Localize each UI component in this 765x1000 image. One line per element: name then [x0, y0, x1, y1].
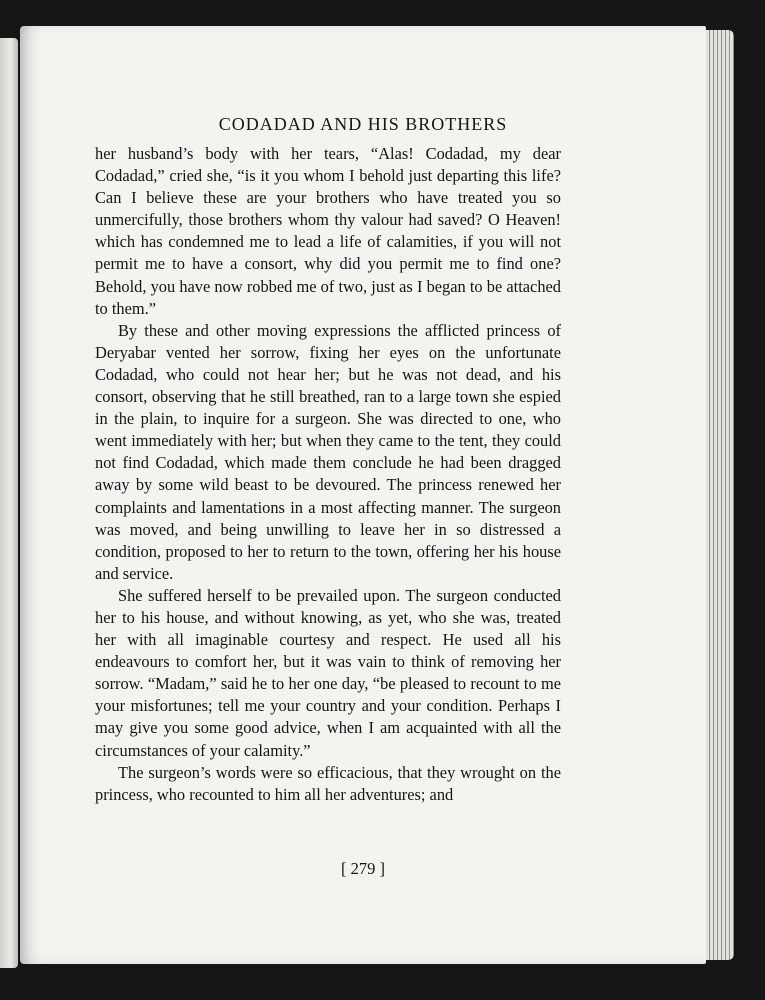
page-number: [ 279 ]	[341, 859, 385, 878]
paragraph: The surgeon’s words were so efficacious, that they wrought on the princess, who recounted to him all her adventures; and	[95, 762, 561, 804]
body-text	[95, 143, 561, 806]
paragraph: She suffered herself to be prevailed upon. The surgeon conducted her to his house, and without knowing, as yet, who she was, treated her with all imaginable courtesy and respect. He used all his endeavours to comfort her, but it was vain to think of removing her sorrow. “Madam,” said he to her one day, “be pleased to recount to me your misfortunes; tell me your country and your condition. Perhaps I may give you some good advice, when I am acquainted with all the circumstances of your calamity.”	[95, 585, 561, 760]
book-page	[20, 26, 706, 964]
paragraph: By these and other moving expressions the afflicted princess of Deryabar vented her sorrow, fixing her eyes on the unfortunate Codadad, who could not hear her; but he was not dead, and his consort, observing that he still breathed, ran to a large town she espied in the plain, to inquire for a surgeon. She was directed to one, who went immediately with her; but when they came to the tent, they could not find Codadad, which made them conclude he had been dragged away by some wild beast to be devoured. The princess renewed her complaints and lamentations in a most affecting manner. The surgeon was moved, and being unwilling to leave her in so distressed a condition, proposed to her to return to the town, offering her his house and service.	[95, 320, 561, 583]
running-head: CODADAD AND HIS BROTHERS	[218, 114, 508, 134]
facing-page-edge	[0, 38, 18, 968]
paragraph-continued: her husband’s body with her tears, “Alas! Codadad, my dear Codadad,” cried she, “is it you whom I behold just departing this life? Can I believe these are your brothers who have treated you so unmercifully, those brothers whom thy valour had saved? O Heaven! which has condemned me to lead a life of calamities, if you will not permit me to have a consort, why did you permit me to find one? Behold, you have now robbed me of two, just as I began to be attached to them.”	[95, 144, 561, 318]
